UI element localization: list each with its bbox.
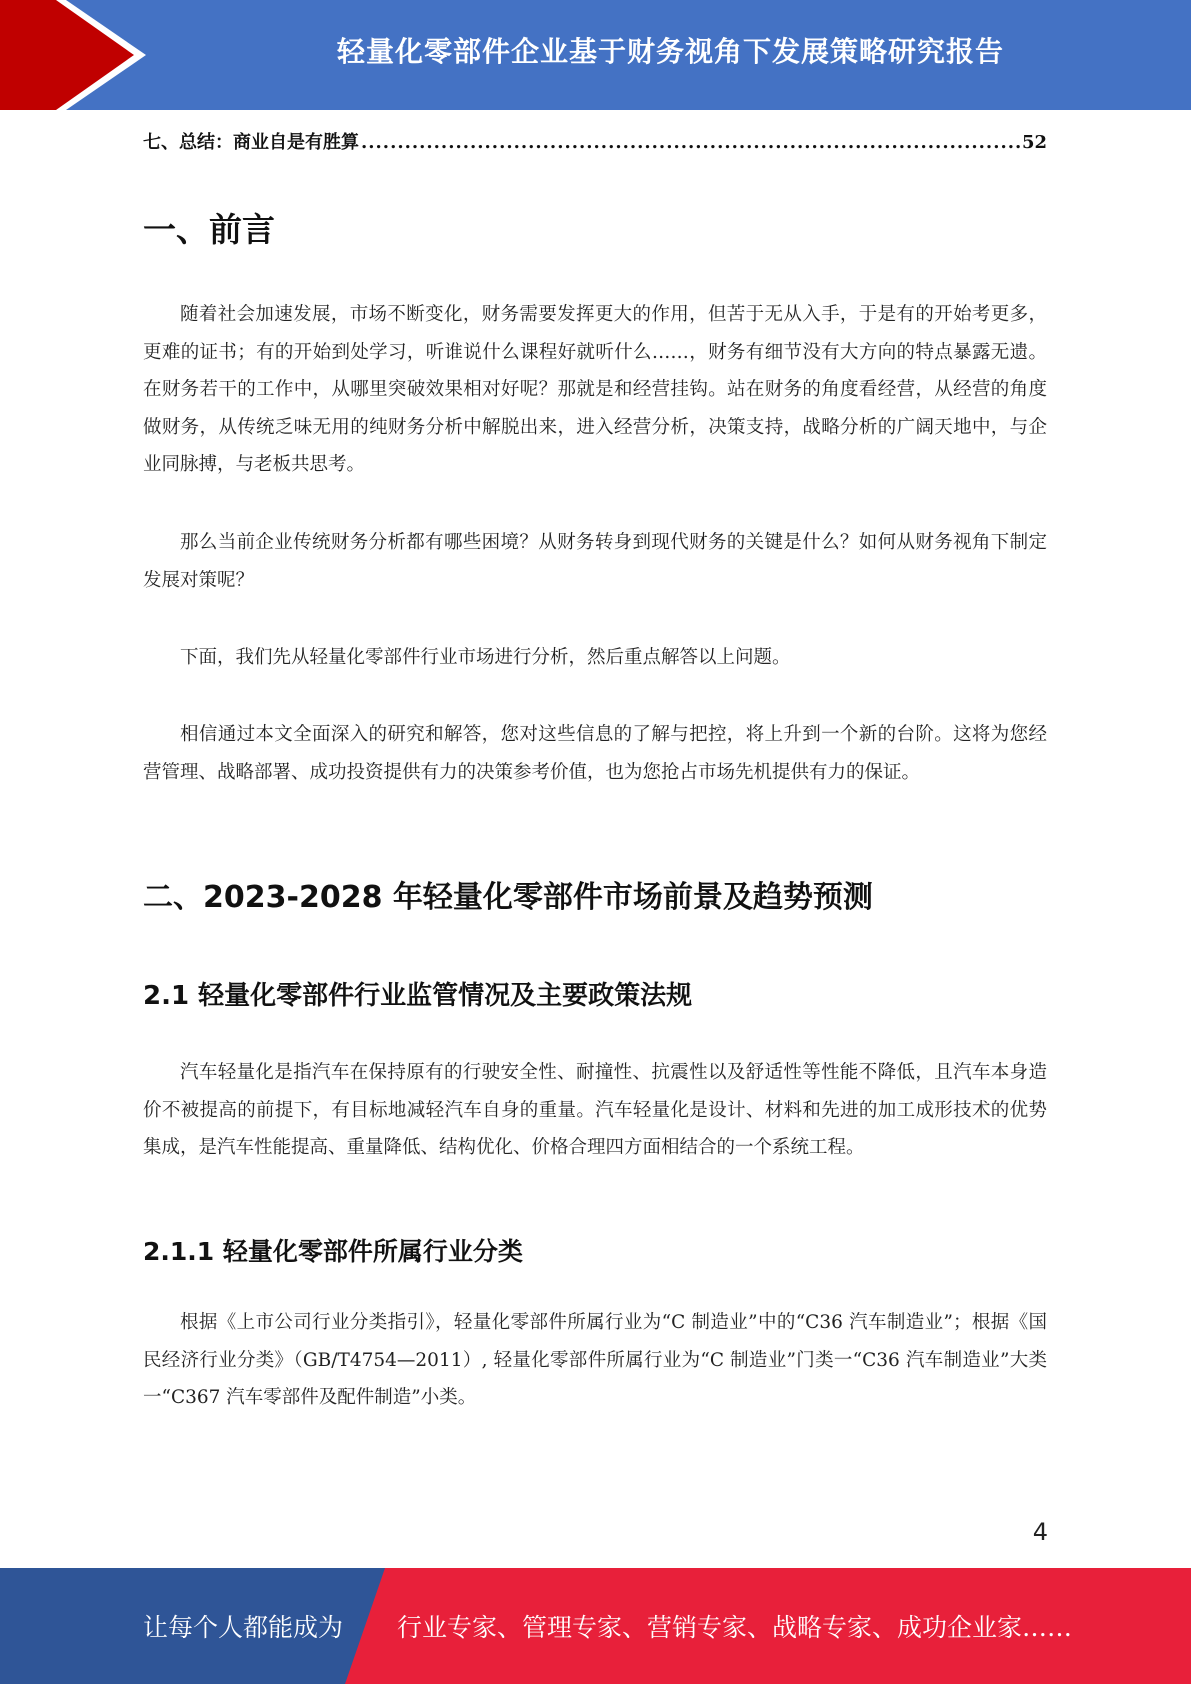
page-content	[143, 128, 1047, 1408]
body-paragraph: 汽车轻量化是指汽车在保持原有的行驶安全性、耐撞性、抗震性以及舒适性等性能不降低，且汽车本身造价不被提高的前提下，有目标地减轻汽车自身的重量。汽车轻量化是设计、材料和先进的加工成形技术的优势集成，是汽车性能提高、重量降低、结构优化、价格合理四方面相结合的一个系统工程。	[143, 1062, 1047, 1158]
subsection-heading-2-1: 2.1 轻量化零部件行业监管情况及主要政策法规	[143, 981, 693, 1011]
page-number: 4	[1032, 1518, 1048, 1546]
intro-paragraph: 相信通过本文全面深入的研究和解答，您对这些信息的了解与把控，将上升到一个新的台阶。这将为您经营管理、战略部署、成功投资提供有力的决策参考价值，也为您抢占市场先机提供有力的保证。	[143, 724, 1047, 783]
footer-slogan-right: 行业专家、管理专家、营销专家、战略专家、成功企业家……	[397, 1613, 1073, 1642]
intro-paragraph: 随着社会加速发展，市场不断变化，财务需要发挥更大的作用，但苦于无从入手，于是有的开始考更多，更难的证书；有的开始到处学习，听谁说什么课程好就听什么……，财务有细节没有大方向的特点暴露无遗。在财务若干的工作中，从哪里突破效果相对好呢？那就是和经营挂钩。站在财务的角度看经营，从经营的角度做财务，从传统乏味无用的纯财务分析中解脱出来，进入经营分析，决策支持，战略分析的广阔天地中，与企业同脉搏，与老板共思考。	[143, 304, 1047, 475]
page-header	[0, 0, 1191, 110]
subsection-heading-2-1-1: 2.1.1 轻量化零部件所属行业分类	[143, 1237, 523, 1266]
section-heading-market: 二、2023-2028 年轻量化零部件市场前景及趋势预测	[143, 880, 873, 915]
toc-entry-page: 52	[1021, 132, 1047, 153]
intro-paragraph: 那么当前企业传统财务分析都有哪些困境？从财务转身到现代财务的关键是什么？如何从财务视角下制定发展对策呢？	[143, 532, 1047, 591]
report-title: 轻量化零部件企业基于财务视角下发展策略研究报告	[336, 35, 1004, 68]
toc-entry-label: 七、总结：商业自是有胜算	[143, 132, 359, 153]
body-paragraph: 根据《上市公司行业分类指引》，轻量化零部件所属行业为“C 制造业”中的“C36 汽车制造业”；根据《国民经济行业分类》（GB/T4754—2011）, 轻量化零部件所属行业为“C 制造业”门类一“C36 汽车制造业”大类一“C367 汽车零部件及配件制造”小类。	[143, 1312, 1047, 1408]
section-heading-intro: 一、前言	[143, 210, 275, 249]
header-arrow-decoration	[0, 0, 160, 110]
toc-leader-dots	[361, 132, 1020, 153]
intro-paragraph: 下面，我们先从轻量化零部件行业市场进行分析，然后重点解答以上问题。	[180, 647, 791, 668]
toc-entry[interactable]	[143, 128, 1047, 154]
page-footer	[0, 1568, 1191, 1684]
footer-slogan-left: 让每个人都能成为	[143, 1613, 344, 1642]
